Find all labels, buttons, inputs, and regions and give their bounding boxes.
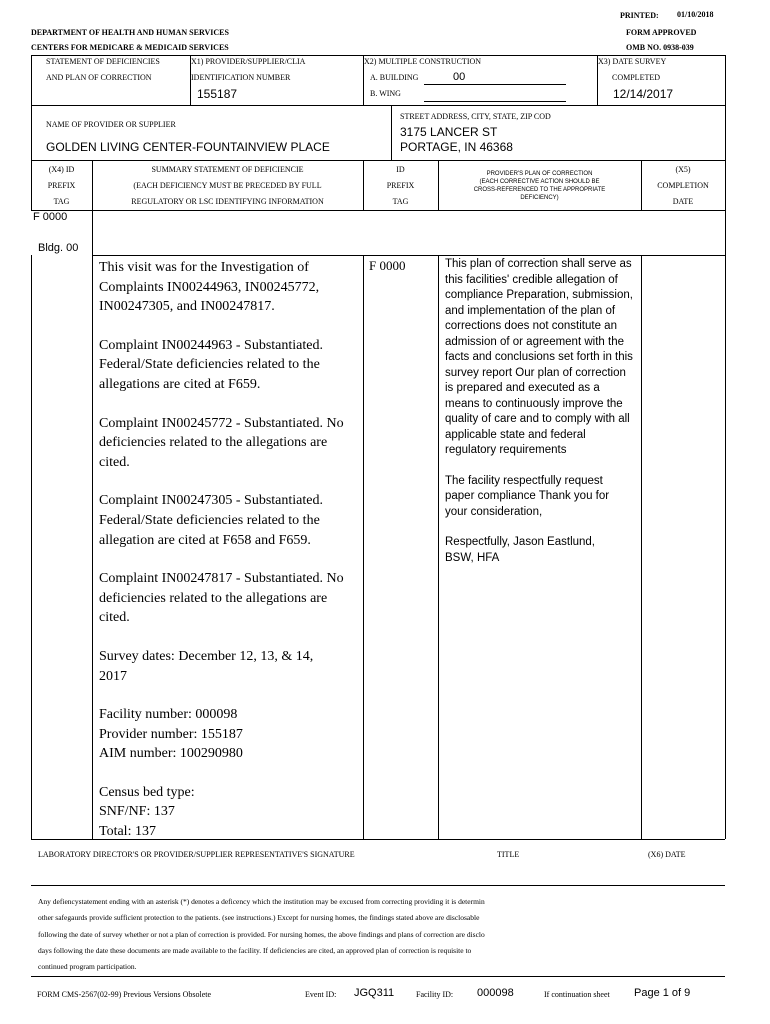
id-header-2: PREFIX (386, 181, 415, 190)
id-prefix-tag: F 0000 (369, 258, 406, 273)
address-line-1: 3175 LANCER ST (400, 125, 498, 139)
x5-header-1: (X5) (675, 165, 691, 174)
signature-label: LABORATORY DIRECTOR'S OR PROVIDER/SUPPLIER REPRESENTATIVE'S SIGNATURE (38, 850, 355, 859)
form-number: FORM CMS-2567(02-99) Previous Versions Obsolete (37, 990, 212, 999)
provider-number: Provider number: 155187 (99, 726, 243, 742)
x5-header-2: COMPLETION (657, 181, 709, 190)
summary-statement (99, 258, 361, 842)
plan-paragraph: This plan of correction shall serve as this facilities' credible allegation of compliance Preparation, submission, and implementation of the plan of corrections does not constitute an admission of or agreement with the facts and conclusions set forth in this survey report Our plan of correction is prepared and executed as a means to continuously improve the quality of care and to comply with all applicable state and federal regulatory requirements (445, 258, 633, 456)
id-header-1: ID (396, 165, 405, 174)
census-label: Census bed type: (99, 784, 195, 800)
provider-id-value: 155187 (197, 87, 238, 101)
summary-paragraph: Complaint IN00247817 - Substantiated. No deficiencies related to the allegations are cited. (99, 571, 344, 626)
date-label: (X6) DATE (648, 850, 686, 859)
x1-label-1: X1) PROVIDER/SUPPLIER/CLIA (191, 57, 306, 66)
census-total: Total: 137 (99, 824, 156, 840)
facility-info (99, 705, 361, 764)
plan-signoff (445, 535, 633, 566)
x1-label-2: IDENTIFICATION NUMBER (191, 73, 291, 82)
x2-label: X2) MULTIPLE CONSTRUCTION (364, 57, 482, 66)
form-approved: FORM APPROVED (626, 28, 697, 37)
event-id-value: JGQ311 (354, 987, 395, 999)
provider-name-value: GOLDEN LIVING CENTER-FOUNTAINVIEW PLACE (46, 140, 330, 154)
summary-header-1: SUMMARY STATEMENT OF DEFICIENCIE (151, 165, 304, 174)
plan-signoff-line: BSW, HFA (445, 551, 500, 564)
prefix-tag: F 0000 (33, 211, 68, 223)
address-label: STREET ADDRESS, CITY, STATE, ZIP COD (400, 112, 551, 121)
page-number: Page 1 of 9 (634, 987, 691, 999)
printed-date: 01/10/2018 (677, 10, 714, 19)
x3-label-1: X3) DATE SURVEY (598, 57, 667, 66)
printed-label: PRINTED: (620, 11, 659, 20)
statement-label-2: AND PLAN OF CORRECTION (46, 73, 152, 82)
census-info (99, 783, 361, 842)
agency-line-1: DEPARTMENT OF HEALTH AND HUMAN SERVICES (31, 28, 229, 37)
wing-label: B. WING (370, 89, 401, 98)
title-label: TITLE (497, 850, 520, 859)
x4-header-3: TAG (53, 197, 70, 206)
facility-id-label: Facility ID: (416, 990, 454, 999)
plan-header-4: DEFICIENCY) (520, 195, 559, 201)
facility-number: Facility number: 000098 (99, 707, 238, 723)
x3-label-2: COMPLETED (612, 73, 660, 82)
provider-name-label: NAME OF PROVIDER OR SUPPLIER (46, 120, 176, 129)
disclaimer-line: following the date of survey whether or not a plan of correction is provided. For nursing homes, the above findings and plans of correction are disclo (38, 929, 485, 939)
disclaimer (38, 894, 485, 975)
plan-header-2: (EACH CORRECTIVE ACTION SHOULD BE (479, 179, 600, 185)
omb-number: OMB NO. 0938-039 (626, 43, 694, 52)
building-value: 00 (453, 71, 466, 83)
disclaimer-line: days following the date these documents are made available to the facility. If deficiencies are cited, an approved plan of correction is requisite to (38, 945, 472, 955)
plan-header-3: CROSS-REFERENCED TO THE APPROPRIATE (473, 187, 606, 193)
building-tag: Bldg. 00 (38, 242, 79, 254)
survey-date-value: 12/14/2017 (613, 87, 674, 101)
address-line-2: PORTAGE, IN 46368 (400, 140, 513, 154)
id-header-3: TAG (392, 197, 409, 206)
summary-paragraph: Complaint IN00244963 - Substantiated. Federal/State deficiencies related to the allegations are cited at F659. (99, 337, 323, 392)
plan-paragraph: The facility respectfully request paper compliance Thank you for your consideration, (445, 474, 610, 518)
summary-header-3: REGULATORY OR LSC IDENTIFYING INFORMATION (131, 197, 324, 206)
building-label: A. BUILDING (370, 73, 419, 82)
agency-line-2: CENTERS FOR MEDICARE & MEDICAID SERVICES (31, 43, 229, 52)
event-id-label: Event ID: (305, 990, 337, 999)
aim-number: AIM number: 100290980 (99, 746, 243, 762)
continuation-label: If continuation sheet (544, 990, 610, 999)
statement-label-1: STATEMENT OF DEFICIENCIES (46, 57, 160, 66)
summary-paragraph: Survey dates: December 12, 13, & 14, 2017 (99, 648, 314, 684)
disclaimer-line: other safegaurds provide sufficient protection to the patients. (see instructions.) Except for nursing homes, the findings stated above are disclosable (38, 913, 480, 923)
plan-header-1: PROVIDER'S PLAN OF CORRECTION (486, 171, 593, 177)
facility-id-value: 000098 (477, 987, 514, 999)
census-snf-nf: SNF/NF: 137 (99, 804, 175, 820)
x4-header-2: PREFIX (47, 181, 76, 190)
plan-of-correction (445, 257, 633, 566)
x4-header-1: (X4) ID (48, 165, 75, 174)
disclaimer-line: continued program participation. (38, 962, 137, 972)
x5-header-3: DATE (672, 197, 694, 206)
disclaimer-line: Any defiencystatement ending with an asterisk (*) denotes a deficency which the institution may be excused from correcting providing it is determin (38, 897, 485, 906)
summary-paragraph: Complaint IN00245772 - Substantiated. No deficiencies related to the allegations are cited. (99, 415, 344, 470)
summary-header-2: (EACH DEFICIENCY MUST BE PRECEDED BY FULL (133, 181, 322, 190)
summary-paragraph: Complaint IN00247305 - Substantiated. Federal/State deficiencies related to the allegation are cited at F658 and F659. (99, 493, 323, 548)
plan-signoff-line: Respectfully, Jason Eastlund, (445, 536, 596, 548)
summary-paragraph: This visit was for the Investigation of Complaints IN00244963, IN00245772, IN00247305, and IN00247817. (99, 260, 320, 315)
